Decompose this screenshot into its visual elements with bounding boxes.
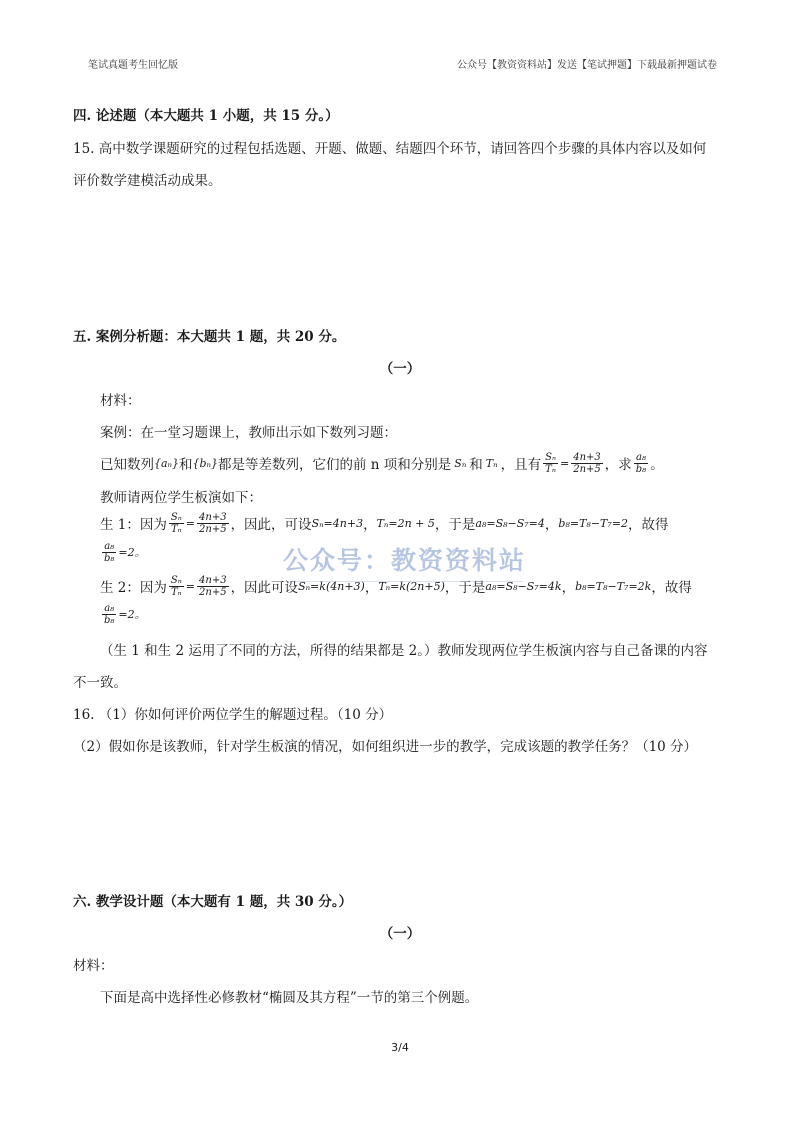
problem-eq: =	[560, 456, 570, 470]
case-intro: 案例：在一堂习题课上，教师出示如下数列习题：	[100, 425, 397, 441]
material-label: 材料：	[100, 393, 141, 409]
watermark: 公众号：教资资料站	[283, 546, 527, 575]
s2-math-3: a₈=S₈−S₇=4k	[485, 579, 562, 593]
section6-heading: 六. 教学设计题（本大题有 1 题，共 30 分。）	[73, 894, 353, 910]
s1-ans-den: b₈	[104, 552, 115, 564]
watermark-underline	[283, 581, 523, 582]
ask-fraction	[634, 452, 648, 475]
s1-math-2: Tₙ=2n + 5	[376, 516, 435, 530]
s1-text-2: ，因此，可设	[230, 517, 312, 533]
s2-ratio-num: Sₙ	[170, 574, 182, 586]
rhs-fraction	[571, 452, 603, 475]
section5-sub: （一）	[379, 361, 421, 377]
ask-num: a₈	[635, 451, 646, 463]
s1-rhs-num: 4n+3	[199, 511, 227, 523]
s1-ans-val: =2。	[118, 546, 146, 559]
q15-line1: 15. 高中数学课题研究的过程包括选题、开题、做题、结题四个环节，请回答四个步骤的具体内容以及如何	[73, 141, 707, 157]
s2-eq: =	[185, 579, 196, 593]
s1-text-4: ，于是	[434, 517, 476, 533]
section6-material: 材料：	[73, 958, 114, 974]
rhs-num: 4n+3	[573, 451, 601, 463]
s1-ratio-fraction	[169, 512, 184, 535]
s1-rhs-fraction	[197, 512, 229, 535]
problem-statement	[100, 445, 664, 481]
page-number: 3/4	[391, 1041, 409, 1054]
s2-ans-num: a₈	[104, 602, 115, 614]
problem-text-3: 都是等差数列，它们的前 n 项和分别是	[218, 457, 452, 473]
student2-answer	[100, 599, 146, 629]
ratio-fraction	[543, 452, 558, 475]
header-right: 公众号【教资资料站】发送【笔试押题】下载最新押题试卷	[457, 60, 717, 71]
s1-rhs-den: 2n+5	[199, 523, 227, 535]
s2-rhs-den: 2n+5	[199, 586, 227, 598]
problem-text-7: 。	[650, 457, 664, 473]
problem-sn: Sₙ	[454, 456, 467, 470]
s1-text-3: ，	[363, 517, 377, 533]
s1-ans-num: a₈	[104, 540, 115, 552]
s1-ratio-num: Sₙ	[170, 511, 182, 523]
s2-ratio-fraction	[169, 575, 184, 598]
s2-ratio-den: Tₙ	[170, 586, 182, 598]
section5-heading: 五. 案例分析题：本大题共 1 题，共 20 分。	[73, 329, 346, 345]
s1-eq: =	[185, 516, 196, 530]
s1-math-4: b₈=T₈−T₇=2	[558, 516, 628, 530]
note-line1: （生 1 和生 2 运用了不同的方法，所得的结果都是 2。）教师发现两位学生板演内容与自己备课的内容	[100, 643, 708, 659]
s2-text-3: ，	[364, 580, 379, 596]
section4-heading: 四. 论述题（本大题共 1 小题，共 15 分。）	[73, 108, 339, 124]
problem-text-1: 已知数列	[100, 457, 154, 473]
rhs-den: 2n+5	[573, 463, 601, 475]
s2-text-5: ，	[561, 580, 576, 596]
q16-part2: （2）假如你是该教师，针对学生板演的情况，如何组织进一步的教学，完成该题的教学任务？（10 分）	[73, 739, 698, 755]
problem-bn: {bₙ}	[192, 456, 219, 470]
problem-text-5: ，且有	[500, 457, 542, 473]
problem-an: {aₙ}	[154, 456, 180, 470]
ratio-num: Sₙ	[545, 451, 556, 463]
ask-den: b₈	[635, 463, 647, 475]
problem-text-6: ，求	[604, 457, 632, 473]
problem-tn: Tₙ	[485, 456, 498, 470]
s2-ans-den: b₈	[104, 614, 115, 626]
student1-answer	[100, 537, 146, 567]
s1-answer-fraction	[102, 541, 116, 564]
board-intro: 教师请两位学生板演如下：	[100, 490, 262, 506]
s2-rhs-fraction	[197, 575, 229, 598]
q16-part1: 16. （1）你如何评价两位学生的解题过程。（10 分）	[73, 707, 393, 723]
s1-text-1: 生 1：因为	[100, 517, 167, 533]
student1-line	[100, 505, 669, 541]
section6-text: 下面是高中选择性必修教材“椭圆及其方程”一节的第三个例题。	[100, 990, 479, 1006]
problem-text-2: 和	[179, 457, 193, 473]
section6-sub: （一）	[379, 926, 421, 942]
s2-text-4: ，于是	[444, 580, 486, 596]
s1-text-6: ，故得	[628, 517, 669, 533]
s2-text-2: ，因此可设	[230, 580, 299, 596]
ratio-den: Tₙ	[545, 463, 556, 475]
s2-math-2: Tₙ=k(2n+5)	[378, 579, 445, 593]
s1-math-3: a₈=S₈−S₇=4	[475, 516, 545, 530]
s1-math-1: Sₙ=4n+3	[311, 516, 364, 530]
s2-rhs-num: 4n+3	[199, 574, 227, 586]
s1-text-5: ，	[544, 517, 559, 533]
note-line2: 不一致。	[73, 675, 127, 691]
s2-math-4: b₈=T₈−T₇=2k	[575, 579, 652, 593]
s2-ans-val: =2。	[118, 608, 146, 621]
s2-text-6: ，故得	[651, 580, 692, 596]
q15-line2: 评价数学建模活动成果。	[73, 173, 222, 189]
s2-answer-fraction	[102, 603, 116, 626]
header-left: 笔试真题考生回忆版	[88, 60, 178, 71]
s2-math-1: Sₙ=k(4n+3)	[298, 579, 365, 593]
s2-text-1: 生 2：因为	[100, 580, 167, 596]
problem-text-4: 和	[469, 457, 483, 473]
s1-ratio-den: Tₙ	[170, 523, 182, 535]
